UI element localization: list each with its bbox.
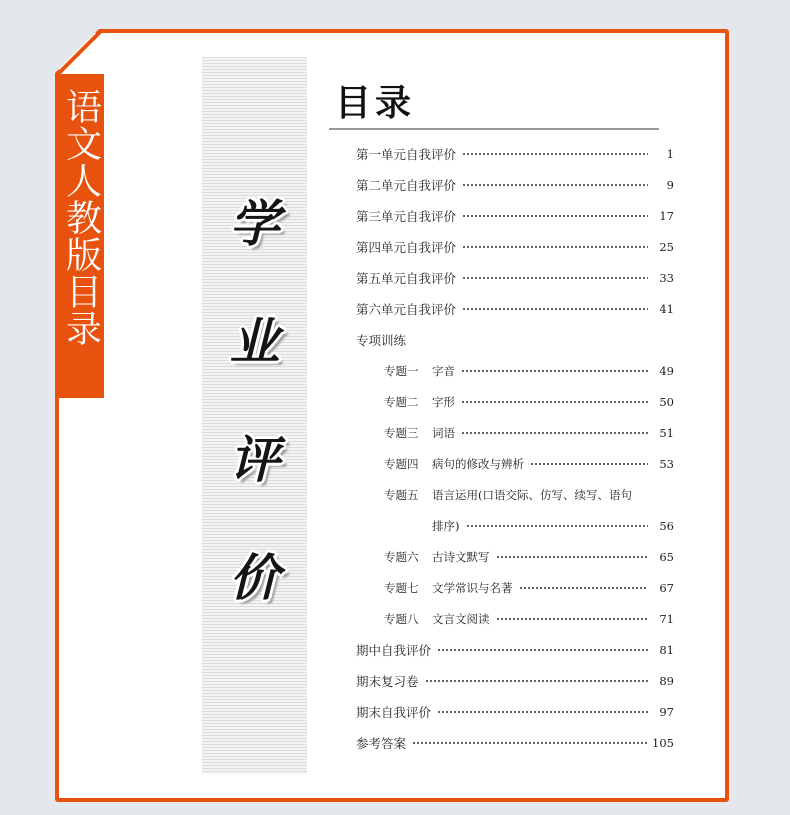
- toc-entry-page-number: 49: [659, 363, 674, 378]
- toc-title: 目录: [335, 83, 416, 124]
- toc-entry-label: 病句的修改与辨析: [432, 456, 524, 471]
- toc-entry[interactable]: [356, 169, 674, 200]
- toc-entry-page-number: 41: [659, 301, 674, 316]
- toc-entry-leader-dots: [461, 366, 648, 376]
- toc-divider: [329, 128, 659, 130]
- toc-entry[interactable]: [356, 727, 674, 758]
- toc-entry-leader-dots: [462, 242, 648, 252]
- book-title-strip: [202, 57, 307, 774]
- side-tab-label: 语文人教版目录: [60, 88, 102, 347]
- toc-entry-page-number: 25: [659, 239, 674, 254]
- toc-entry-leader-dots: [462, 149, 648, 159]
- toc-entry-topic-number: 专题七: [384, 580, 419, 595]
- toc-entry-leader-dots: [519, 583, 649, 593]
- side-tab: [57, 74, 104, 398]
- toc-entry[interactable]: [356, 200, 674, 231]
- toc-entry-leader-dots: [466, 521, 649, 531]
- toc-entry-page-number: 53: [659, 456, 674, 471]
- toc-entry-label: 专项训练: [356, 332, 407, 348]
- toc-entry-leader-dots: [462, 211, 648, 221]
- toc-entry-label: 第二单元自我评价: [356, 177, 457, 193]
- toc-entry-label: 第四单元自我评价: [356, 239, 457, 255]
- toc-entry[interactable]: [356, 696, 674, 727]
- toc-entry-page-number: 71: [659, 611, 674, 626]
- toc-entry-page-number: 51: [659, 425, 674, 440]
- toc-entry-label: 词语: [432, 425, 455, 440]
- toc-entry-topic-number: 专题四: [384, 456, 419, 471]
- toc-entry-label: 排序): [432, 518, 460, 533]
- toc-entry[interactable]: [356, 355, 674, 386]
- toc-entry-label: 期末复习卷: [356, 673, 419, 689]
- toc-entry[interactable]: [356, 479, 674, 510]
- toc-entry-label: 字形: [432, 394, 455, 409]
- toc-entry-label: 文言文阅读: [432, 611, 490, 626]
- toc-entry-leader-dots: [461, 428, 648, 438]
- toc-entry-leader-dots: [530, 459, 648, 469]
- toc-entry[interactable]: [356, 262, 674, 293]
- toc-entry-label: 第三单元自我评价: [356, 208, 457, 224]
- toc-entry-page-number: 89: [659, 673, 674, 688]
- toc-entry-page-number: 81: [659, 642, 674, 657]
- toc-entry[interactable]: [356, 572, 674, 603]
- toc-entry-page-number: 65: [659, 549, 674, 564]
- toc-entry-page-number: 9: [666, 177, 674, 192]
- toc-entry[interactable]: [356, 417, 674, 448]
- toc-entry-page-number: 33: [659, 270, 674, 285]
- toc-entry-page-number: 50: [659, 394, 674, 409]
- toc-entry-label: 字音: [432, 363, 455, 378]
- toc-entry-leader-dots: [496, 552, 649, 562]
- book-title-char: 业: [229, 312, 280, 371]
- toc-entry[interactable]: [356, 510, 674, 541]
- book-title-char: 评: [229, 430, 280, 489]
- toc-entry-leader-dots: [412, 738, 648, 748]
- toc-entry[interactable]: [356, 634, 674, 665]
- toc-entry[interactable]: [356, 541, 674, 572]
- toc-entry-topic-number: 专题五: [384, 487, 419, 502]
- toc-entry[interactable]: [356, 293, 674, 324]
- toc-entry-topic-number: 专题三: [384, 425, 419, 440]
- toc-entry-leader-dots: [496, 614, 649, 624]
- toc-entry[interactable]: [356, 138, 674, 169]
- toc-entry-page-number: 67: [659, 580, 674, 595]
- toc-entry-topic-number: 专题二: [384, 394, 419, 409]
- toc-entry-label: 语言运用(口语交际、仿写、续写、语句: [432, 487, 632, 502]
- toc-entry-topic-number: 专题一: [384, 363, 419, 378]
- toc-entry-page-number: 1: [666, 146, 674, 161]
- toc-entry[interactable]: [356, 665, 674, 696]
- toc-entry-leader-dots: [462, 273, 648, 283]
- toc-entry-label: 第六单元自我评价: [356, 301, 457, 317]
- toc-entry-leader-dots: [437, 645, 648, 655]
- toc-entry-leader-dots: [462, 304, 648, 314]
- toc-entry-label: 参考答案: [356, 735, 407, 751]
- toc-entry-page-number: 105: [652, 735, 674, 750]
- toc-entry[interactable]: [356, 231, 674, 262]
- toc-entry-label: 期中自我评价: [356, 642, 432, 658]
- book-title-char: 价: [229, 548, 280, 607]
- toc-entry[interactable]: [356, 324, 674, 355]
- toc-entry-leader-dots: [425, 676, 648, 686]
- toc-entry-label: 第五单元自我评价: [356, 270, 457, 286]
- toc-entry-label: 第一单元自我评价: [356, 146, 457, 162]
- toc-entry-page-number: 17: [659, 208, 674, 223]
- toc-entry-topic-number: 专题六: [384, 549, 419, 564]
- toc-entry-label: 古诗文默写: [432, 549, 490, 564]
- toc-entry-topic-number: 专题八: [384, 611, 419, 626]
- toc-entry-leader-dots: [462, 180, 648, 190]
- toc-entry-label: 期末自我评价: [356, 704, 432, 720]
- toc-entry-page-number: 97: [659, 704, 674, 719]
- toc-entry-leader-dots: [461, 397, 648, 407]
- toc-entry-leader-dots: [437, 707, 648, 717]
- toc-entry[interactable]: [356, 386, 674, 417]
- toc-entry[interactable]: [356, 603, 674, 634]
- toc-entry-page-number: 56: [659, 518, 674, 533]
- toc-entry[interactable]: [356, 448, 674, 479]
- book-title-char: 学: [229, 194, 280, 253]
- toc-entry-label: 文学常识与名著: [432, 580, 513, 595]
